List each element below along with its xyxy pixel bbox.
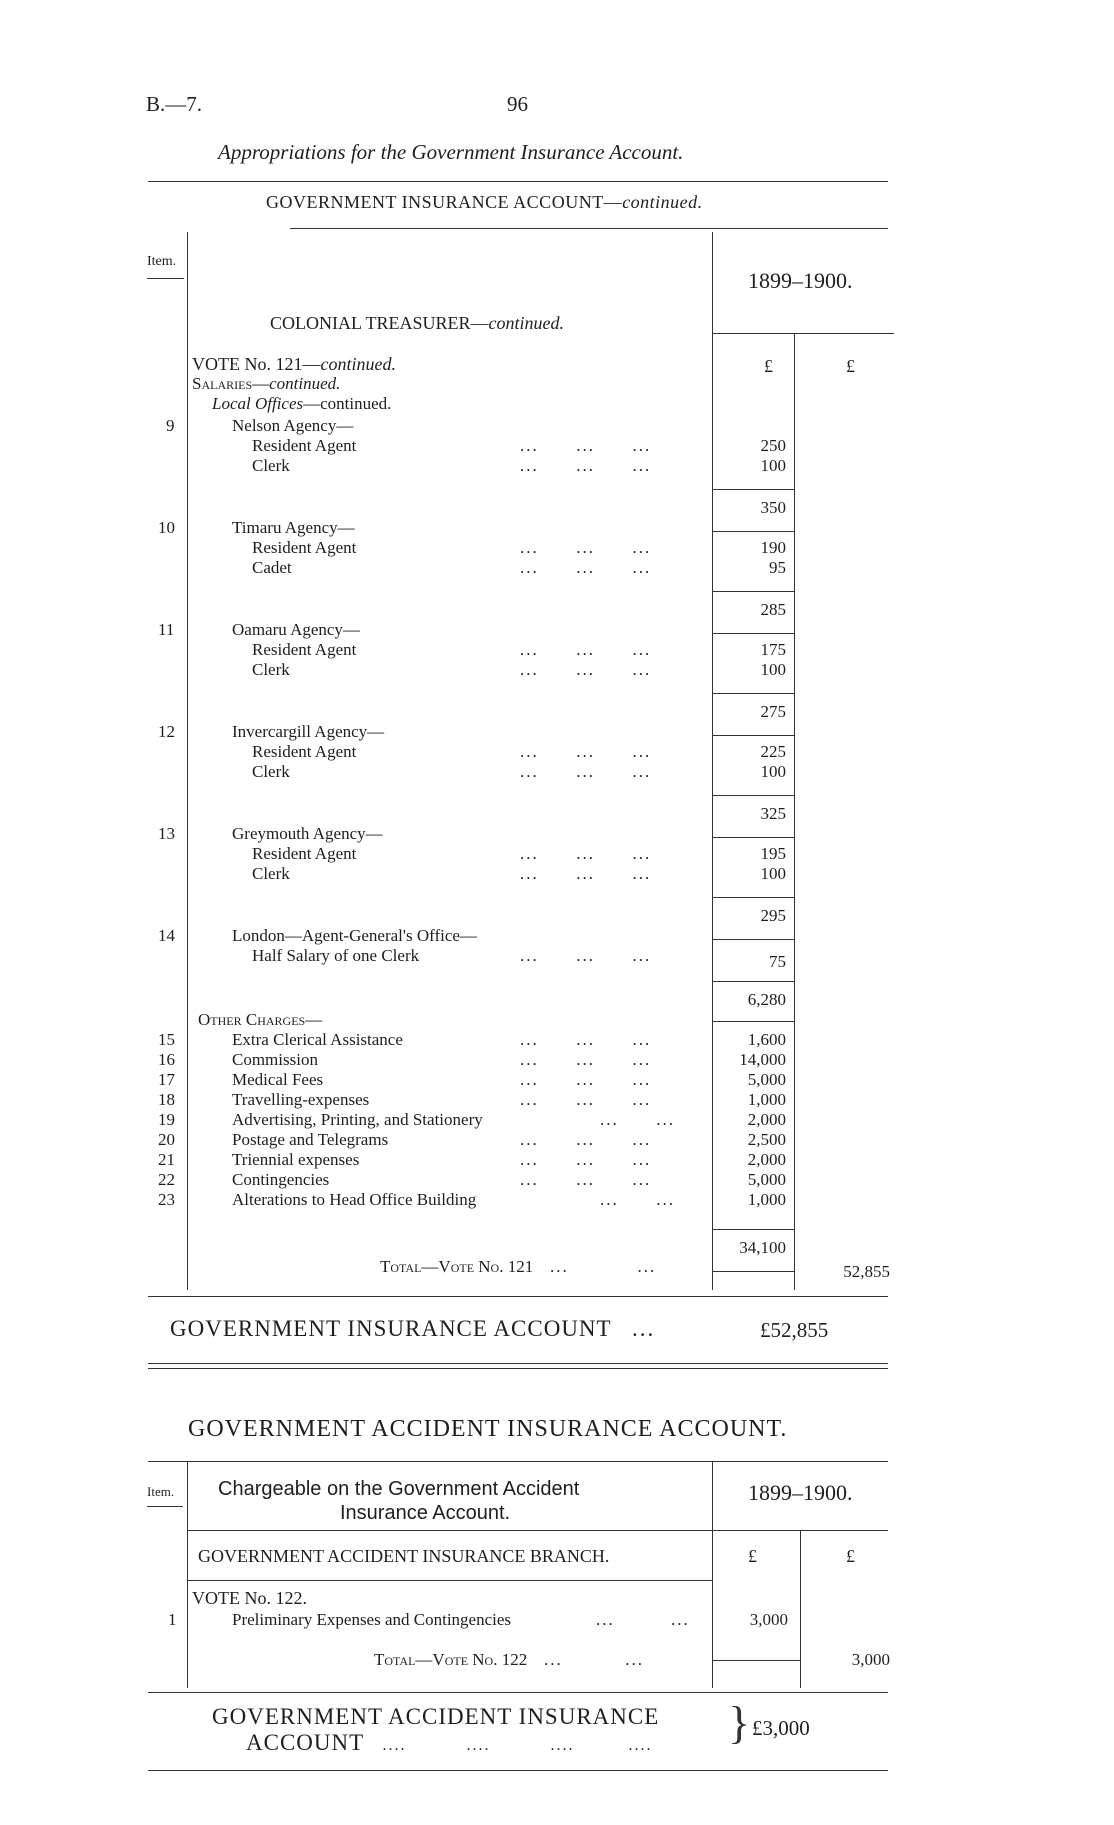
grand-rule-bottom-b	[148, 1368, 888, 1369]
running-title: Appropriations for the Government Insurance Account.	[218, 140, 684, 164]
charge-amount: 1,600	[747, 1030, 786, 1049]
london-name: London—Agent-General's Office—	[232, 926, 477, 945]
section2-col-year: 1899–1900.	[748, 1480, 853, 1505]
section1-heading-main: GOVERNMENT INSURANCE ACCOUNT—	[266, 192, 623, 212]
subtotal-amount: 285	[760, 600, 786, 619]
charge-amount: 5,000	[747, 1070, 786, 1089]
subtotal-amount: 295	[760, 906, 786, 925]
leader-dots: ... ... ...	[520, 946, 652, 965]
line-amount: 195	[760, 844, 786, 863]
item-number: 9	[166, 416, 175, 435]
leader-dots: ... ... ...	[520, 436, 652, 455]
currency-2: £	[846, 356, 855, 376]
local-offices-cont: —continued.	[303, 394, 392, 413]
line-amount: 175	[760, 640, 786, 659]
charge-label: Contingencies	[232, 1170, 330, 1189]
total-vote-122	[374, 1650, 644, 1670]
leader-dots: ... ... ...	[520, 1170, 652, 1189]
item-number: 15	[158, 1030, 175, 1049]
leader-dots: ... ... ...	[520, 558, 652, 577]
leader-dots: .... .... .... ....	[370, 1737, 653, 1754]
leader-dots: ... ... ...	[520, 538, 652, 557]
item-number: 13	[158, 824, 175, 843]
leader-dots: ... ... ...	[520, 1130, 652, 1149]
line-label: Half Salary of one Clerk	[252, 946, 420, 965]
line-amount: 95	[769, 558, 786, 577]
line-label: Cadet	[252, 558, 292, 577]
agency-name: Greymouth Agency—	[232, 824, 383, 843]
item-number: 17	[158, 1070, 175, 1089]
item-number: 14	[158, 926, 175, 945]
subheading-cont: continued.	[488, 313, 564, 333]
line-amount: 100	[760, 864, 786, 883]
line-amount: 100	[760, 456, 786, 475]
currency-1: £	[764, 356, 773, 376]
line-label: Resident Agent	[252, 844, 357, 863]
salaries-heading	[192, 374, 340, 394]
charge-amount: 5,000	[747, 1170, 786, 1189]
subtotal-rule	[712, 939, 794, 940]
charge-label: Extra Clerical Assistance	[232, 1030, 403, 1049]
agency-name: Timaru Agency—	[232, 518, 355, 537]
grand-rule-bottom-a	[148, 1363, 888, 1364]
line-label: Resident Agent	[252, 538, 357, 557]
charge-amount: 1,000	[747, 1190, 786, 1209]
section2-heading: GOVERNMENT ACCIDENT INSURANCE ACCOUNT.	[188, 1416, 788, 1442]
line-label: Clerk	[252, 456, 290, 475]
grand-rule-top	[148, 1296, 888, 1297]
subtotal-rule	[712, 591, 794, 592]
item-number: 10	[158, 518, 175, 537]
leader-dots: ... ... ...	[520, 1090, 652, 1109]
rule-under-heading	[290, 228, 888, 229]
leader-dots: ... ...	[537, 1257, 657, 1276]
leader-dots: ... ... ...	[520, 844, 652, 863]
line-label: Resident Agent	[252, 742, 357, 761]
line-amount: 225	[760, 742, 786, 761]
line-amount: 100	[760, 660, 786, 679]
section2-line-label: Preliminary Expenses and Contingencies	[232, 1610, 512, 1629]
section2-amount-divider	[712, 1461, 713, 1688]
total-col-divider	[794, 334, 795, 1290]
grand-label-2-line-2	[246, 1730, 653, 1756]
salaries-total: 6,280	[747, 990, 786, 1009]
agency-name: Oamaru Agency—	[232, 620, 360, 639]
leader-dots: ... ... ...	[520, 762, 652, 781]
subtotal-rule	[712, 531, 794, 532]
section2-item-number: 1	[168, 1610, 177, 1629]
col-year-header: 1899–1900.	[748, 268, 853, 293]
charge-label: Travelling-expenses	[232, 1090, 370, 1109]
vote-cont: continued.	[320, 354, 396, 374]
section2-grand-rule-bottom	[148, 1770, 888, 1771]
subtotal-rule	[712, 897, 794, 898]
section2-rule-top	[148, 1461, 888, 1462]
section2-branch-rule	[187, 1580, 712, 1581]
brace-icon: }	[728, 1697, 751, 1748]
section1-heading	[266, 192, 703, 213]
grand-label-2-line-1: GOVERNMENT ACCIDENT INSURANCE	[212, 1704, 660, 1729]
leader-dots: ... ...	[531, 1650, 644, 1669]
section1-heading-cont: continued.	[622, 192, 703, 212]
section2-currency-2: £	[846, 1546, 855, 1566]
item-number: 11	[158, 620, 175, 639]
rule-top	[148, 181, 888, 182]
salaries-total-rule	[712, 1021, 794, 1022]
subtotal-rule	[712, 633, 794, 634]
section2-line-amount: 3,000	[749, 1610, 788, 1629]
item-col-divider	[187, 232, 188, 1290]
line-label: Resident Agent	[252, 436, 357, 455]
col-item-header: Item.	[147, 254, 177, 269]
local-offices-heading	[212, 394, 391, 414]
other-charges-rule	[712, 1229, 794, 1230]
leader-dots: ... ... ...	[520, 1030, 652, 1049]
section2-header-rule	[187, 1530, 888, 1531]
section2-total-amount: 3,000	[851, 1650, 890, 1669]
subtotal-rule	[712, 795, 794, 796]
charge-amount: 2,500	[747, 1130, 786, 1149]
subtotal-rule	[712, 489, 794, 490]
line-label: Clerk	[252, 762, 290, 781]
item-number: 21	[158, 1150, 175, 1169]
leader-dots: ... ... ...	[520, 1070, 652, 1089]
leader-dots: ... ... ...	[520, 456, 652, 475]
subtotal-rule	[712, 735, 794, 736]
leader-dots: ... ...	[600, 1110, 675, 1129]
charge-label: Postage and Telegrams	[232, 1130, 389, 1149]
item-number: 19	[158, 1110, 175, 1129]
line-label: Clerk	[252, 660, 290, 679]
section2-currency-1: £	[748, 1546, 757, 1566]
line-amount: 100	[760, 762, 786, 781]
salaries-cont: continued.	[269, 374, 341, 393]
leader-dots: ... ... ...	[520, 864, 652, 883]
line-amount: 250	[760, 436, 786, 455]
vote-main: VOTE No. 121—	[192, 354, 321, 374]
chargeable-line-2: Insurance Account.	[340, 1502, 511, 1524]
item-header-rule	[147, 278, 184, 279]
leader-dots: ... ... ...	[520, 660, 652, 679]
other-charges-heading: Other Charges—	[198, 1010, 323, 1029]
total-vote-121	[380, 1257, 656, 1277]
total-vote-121-amount: 52,855	[843, 1262, 890, 1281]
subtotal-rule	[712, 693, 794, 694]
item-number: 20	[158, 1130, 175, 1149]
charge-label: Alterations to Head Office Building	[232, 1190, 477, 1209]
leader-dots: ... ... ...	[520, 640, 652, 659]
vote-122: VOTE No. 122.	[192, 1588, 307, 1608]
other-charges-total-rule	[712, 1271, 794, 1272]
page-number: 96	[507, 92, 528, 116]
salaries-main: Salaries—	[192, 374, 270, 393]
grand-amount-1: £52,855	[760, 1318, 829, 1342]
subtotal-rule	[712, 837, 794, 838]
item-number: 18	[158, 1090, 175, 1109]
grand-amount-2: £3,000	[752, 1716, 810, 1740]
item-number: 22	[158, 1170, 175, 1189]
grand-label: GOVERNMENT INSURANCE ACCOUNT	[170, 1316, 612, 1341]
agency-name: Invercargill Agency—	[232, 722, 385, 741]
subheading	[270, 313, 564, 334]
item-number: 23	[158, 1190, 175, 1209]
charge-amount: 14,000	[739, 1050, 786, 1069]
total-122-label: Total—Vote No. 122	[374, 1650, 528, 1669]
charge-amount: 1,000	[747, 1090, 786, 1109]
leader-dots: ... ...	[600, 1190, 675, 1209]
year-header-rule	[712, 333, 894, 334]
subtotal-amount: 325	[760, 804, 786, 823]
subtotal-amount: 275	[760, 702, 786, 721]
line-amount: 190	[760, 538, 786, 557]
vote-heading	[192, 354, 396, 375]
line-label: Resident Agent	[252, 640, 357, 659]
charge-amount: 2,000	[747, 1110, 786, 1129]
item-number: 12	[158, 722, 175, 741]
charge-label: Commission	[232, 1050, 318, 1069]
section2-item-divider	[187, 1461, 188, 1688]
leader-dots: ... ... ...	[520, 1150, 652, 1169]
section2-grand-rule-top	[148, 1692, 888, 1693]
chargeable-line-1: Chargeable on the Government Accident	[218, 1478, 580, 1500]
line-label: Clerk	[252, 864, 290, 883]
branch-heading: GOVERNMENT ACCIDENT INSURANCE BRANCH.	[198, 1546, 610, 1566]
section2-col-item: Item.	[147, 1484, 175, 1499]
other-charges-total: 34,100	[739, 1238, 786, 1257]
line-amount: 75	[769, 952, 786, 971]
leader-dots: ... ... ...	[520, 1050, 652, 1069]
charge-label: Medical Fees	[232, 1070, 324, 1089]
leader-dots: ... ... ...	[520, 742, 652, 761]
page-ref: B.—7.	[146, 92, 203, 116]
section2-item-rule	[147, 1506, 183, 1507]
charge-label: Advertising, Printing, and Stationery	[232, 1110, 483, 1129]
grand-total-1	[170, 1316, 655, 1342]
charge-amount: 2,000	[747, 1150, 786, 1169]
total-label: Total—Vote No. 121	[380, 1257, 534, 1276]
item-number: 16	[158, 1050, 175, 1069]
subheading-main: COLONIAL TREASURER—	[270, 313, 489, 333]
section2-total-rule	[712, 1660, 800, 1661]
grand-label-2: ACCOUNT	[246, 1730, 364, 1755]
subtotal-amount: 350	[760, 498, 786, 517]
subtotal-rule	[712, 981, 794, 982]
charge-label: Triennial expenses	[232, 1150, 360, 1169]
agency-name: Nelson Agency—	[232, 416, 354, 435]
local-offices-main: Local Offices	[212, 394, 304, 413]
leader-dots: ...	[631, 1316, 656, 1341]
leader-dots: ... ...	[596, 1610, 690, 1629]
